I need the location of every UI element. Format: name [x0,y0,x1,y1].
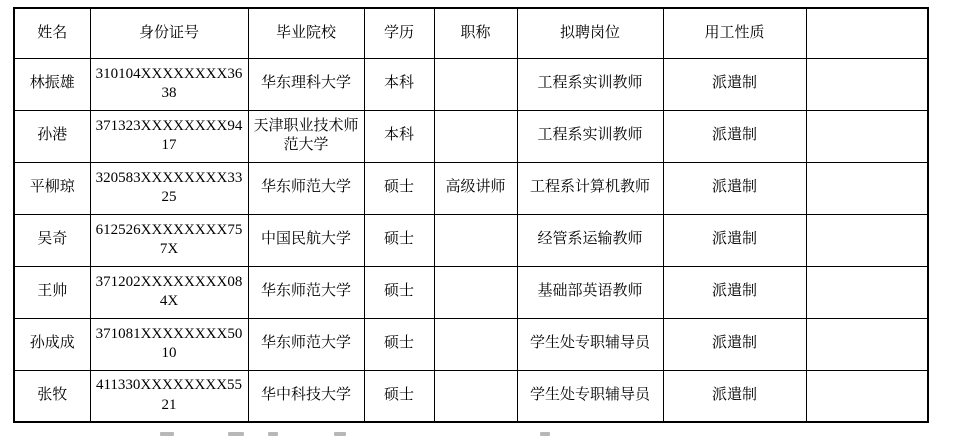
column-header-extra [806,8,928,58]
column-header-id-number: 身份证号 [90,8,248,58]
cell-employment: 派遣制 [663,58,806,110]
cell-degree: 硕士 [364,370,434,422]
table-row [14,162,928,214]
cell-extra [806,110,928,162]
cell-id-number: 371323XXXXXXXX9417 [90,110,248,162]
cell-name: 平柳琼 [14,162,90,214]
column-header-name: 姓名 [14,8,90,58]
cutoff-text-fragment [228,432,244,436]
cell-extra [806,266,928,318]
cell-id-number: 411330XXXXXXXX5521 [90,370,248,422]
cell-school: 华东师范大学 [248,162,364,214]
cutoff-text-fragment [160,432,174,436]
table-row [14,266,928,318]
cell-position: 工程系实训教师 [517,110,663,162]
cell-employment: 派遣制 [663,162,806,214]
cell-employment: 派遣制 [663,266,806,318]
cell-position: 经管系运输教师 [517,214,663,266]
cell-school: 天津职业技术师范大学 [248,110,364,162]
cell-id-number: 371081XXXXXXXX5010 [90,318,248,370]
cell-employment: 派遣制 [663,318,806,370]
cutoff-text-fragment [334,432,346,436]
cell-position: 学生处专职辅导员 [517,370,663,422]
cell-degree: 本科 [364,58,434,110]
cell-title [434,214,517,266]
cell-extra [806,318,928,370]
table-row [14,370,928,422]
cell-id-number: 612526XXXXXXXX757X [90,214,248,266]
cell-degree: 硕士 [364,266,434,318]
table-row [14,214,928,266]
cell-name: 王帅 [14,266,90,318]
cell-degree: 硕士 [364,162,434,214]
cell-school: 华东师范大学 [248,266,364,318]
table-row [14,110,928,162]
cell-position: 工程系计算机教师 [517,162,663,214]
column-header-position: 拟聘岗位 [517,8,663,58]
cell-id-number: 371202XXXXXXXX084X [90,266,248,318]
cell-id-number: 310104XXXXXXXX3638 [90,58,248,110]
cutoff-text-fragment [540,432,550,436]
cell-school: 华东师范大学 [248,318,364,370]
cutoff-text-fragment [268,432,278,436]
cell-title [434,110,517,162]
cell-title: 高级讲师 [434,162,517,214]
cell-name: 张牧 [14,370,90,422]
header-row [14,8,928,58]
cell-position: 基础部英语教师 [517,266,663,318]
cell-id-number: 320583XXXXXXXX3325 [90,162,248,214]
cell-title [434,370,517,422]
table-row [14,318,928,370]
recruitment-candidates-table [13,7,929,423]
table-row [14,58,928,110]
cell-name: 林振雄 [14,58,90,110]
column-header-degree: 学历 [364,8,434,58]
cell-extra [806,370,928,422]
cell-extra [806,162,928,214]
cell-title [434,318,517,370]
column-header-school: 毕业院校 [248,8,364,58]
cell-employment: 派遣制 [663,370,806,422]
cell-name: 孙成成 [14,318,90,370]
column-header-title: 职称 [434,8,517,58]
cell-extra [806,214,928,266]
cell-extra [806,58,928,110]
cell-school: 中国民航大学 [248,214,364,266]
cell-school: 华中科技大学 [248,370,364,422]
cell-degree: 硕士 [364,318,434,370]
cell-degree: 本科 [364,110,434,162]
cell-name: 孙港 [14,110,90,162]
cell-title [434,58,517,110]
cell-employment: 派遣制 [663,110,806,162]
cell-name: 吴奇 [14,214,90,266]
cell-degree: 硕士 [364,214,434,266]
cell-position: 学生处专职辅导员 [517,318,663,370]
cell-position: 工程系实训教师 [517,58,663,110]
cell-title [434,266,517,318]
cell-school: 华东理科大学 [248,58,364,110]
cell-employment: 派遣制 [663,214,806,266]
column-header-employment: 用工性质 [663,8,806,58]
